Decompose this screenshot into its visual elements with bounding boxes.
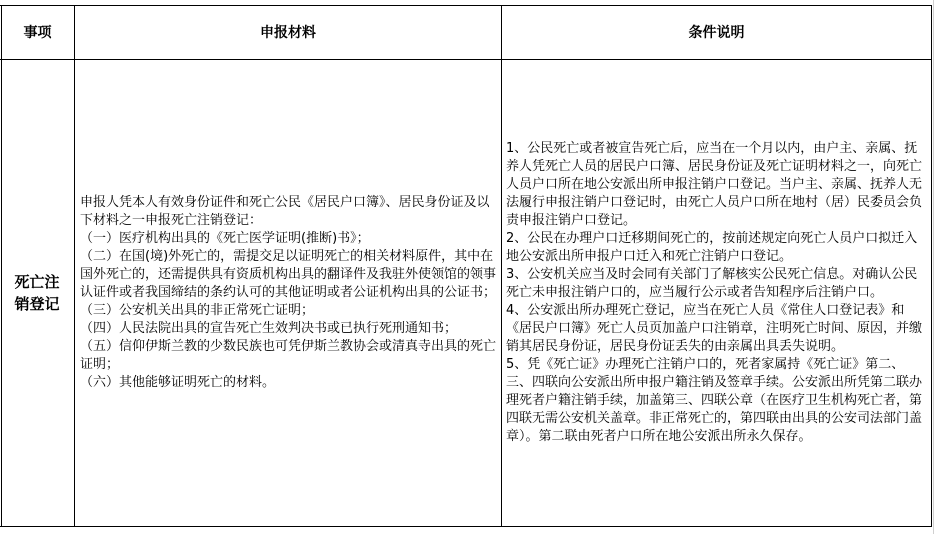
materials-item-1: （一）医疗机构出具的《死亡医学证明(推断)书》； [80, 231, 370, 246]
gridline-right [933, 0, 934, 534]
materials-item-2: （二）在国(境)外死亡的，需提交足以证明死亡的相关材料原件，其中在国外死亡的，还需提供具有资质机构出具的翻译件及我驻外使领馆的领事认证件或者我国缔结的条约认可的其他证明或者公证机构出具的公证书； [80, 249, 497, 300]
condition-4: 4、公安派出所办理死亡登记，应当在死亡人员《常住人口登记表》和《居民户口簿》死亡人员页加盖户口注销章，注明死亡时间、原因，并缴销其居民身份证，居民身份证丢失的由亲属出具丢失说明。 [506, 303, 923, 354]
condition-5: 5、凭《死亡证》办理死亡注销户口的，死者家属持《死亡证》第二、三、四联向公安派出所申报户籍注销及签章手续。公安派出所凭第二联办理死者户籍注销手续，加盖第三、四联公章（在医疗卫生机构死亡者，第四联无需公安机关盖章。非正常死亡的，第四联由出具的公安司法部门盖章）。第二联由死者户口所在地公安派出所永久保存。 [506, 357, 923, 444]
table-right-border [931, 5, 932, 527]
item-label: 死亡注销登记 [14, 273, 60, 313]
header-conditions: 条件说明 [688, 25, 745, 41]
materials-item-4: （四）人民法院出具的宣告死亡生效判决书或已执行死刑通知书； [80, 321, 458, 336]
materials-item-5: （五）信仰伊斯兰教的少数民族也可凭伊斯兰教协会或清真寺出具的死亡证明； [80, 339, 497, 372]
condition-1: 1、公民死亡或者被宣告死亡后，应当在一个月以内，由户主、亲属、抚养人凭死亡人员的居民户口簿、居民身份证及死亡证明材料之一，向死亡人员户口所在地公安派出所申报注销户口登记。当户主、亲属、抚养人无法履行申报注销户口登记时，由死亡人员户口所在地村（居）民委员会负责申报注销户口登记。 [506, 141, 923, 228]
item-cell [1, 60, 73, 526]
materials-item-3: （三）公安机关出具的非正常死亡证明； [80, 303, 315, 318]
column-divider-2 [501, 5, 502, 527]
materials-intro: 申报人凭本人有效身份证件和死亡公民《居民户口簿》、居民身份证及以下材料之一申报死亡注销登记： [80, 195, 490, 228]
header-materials: 申报材料 [260, 25, 316, 41]
header-item: 事项 [23, 25, 52, 41]
materials-item-6: （六）其他能够证明死亡的材料。 [80, 375, 276, 390]
column-divider-1 [74, 5, 75, 527]
table-bottom-border [0, 526, 932, 527]
materials-cell [80, 60, 498, 526]
conditions-cell [506, 60, 924, 526]
condition-3: 3、公安机关应当及时会同有关部门了解核实公民死亡信息。对确认公民死亡未申报注销户口的，应当履行公示或者告知程序后注销户口。 [506, 267, 918, 300]
condition-2: 2、公民在办理户口迁移期间死亡的，按前述规定向死亡人员户口拟迁入地公安派出所申报户口迁入和死亡注销户口登记。 [506, 231, 918, 264]
